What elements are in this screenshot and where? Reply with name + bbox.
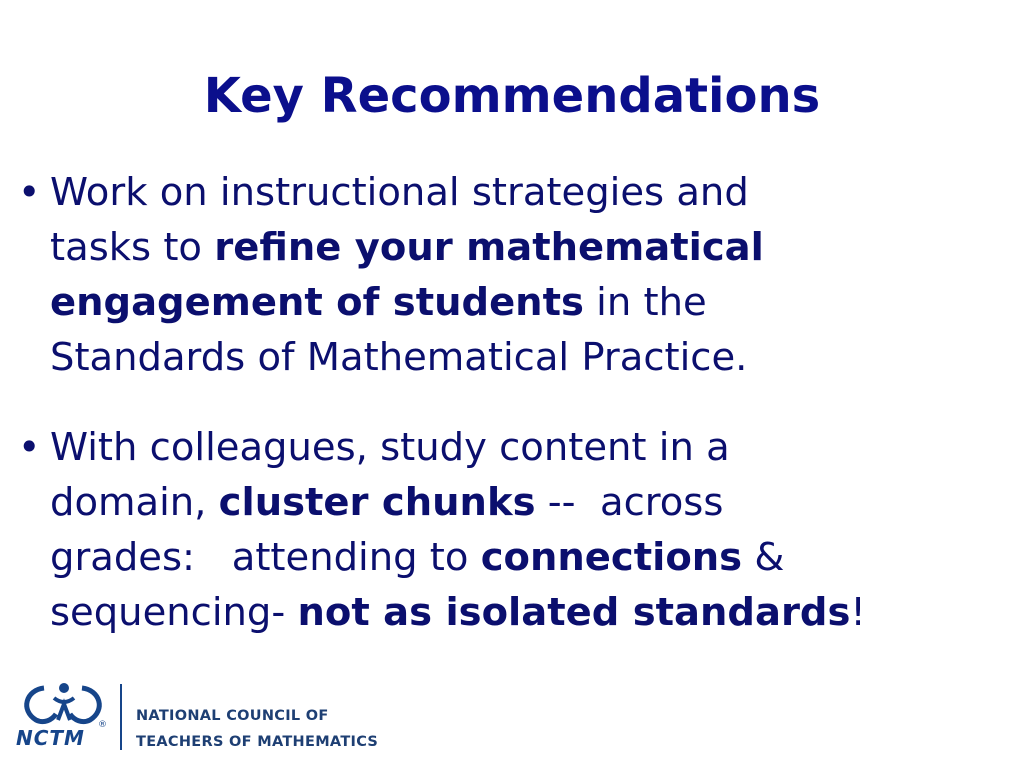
bullet-line xyxy=(50,475,1016,530)
bullet-item xyxy=(18,420,1018,650)
org-name-line-1: NATIONAL COUNCIL OF xyxy=(136,708,329,724)
body-text: ! xyxy=(850,590,866,635)
footer-logo xyxy=(14,680,394,754)
emphasis-text: connections xyxy=(480,535,743,580)
body-text: sequencing- xyxy=(50,590,298,635)
bullet-line xyxy=(50,165,1016,220)
bullet-text xyxy=(50,420,1016,640)
logo-divider xyxy=(120,684,122,750)
body-text: tasks to xyxy=(50,225,215,270)
bullet-icon: • xyxy=(18,170,41,214)
emphasis-text: refine your mathematical xyxy=(214,225,764,270)
body-text: -- across xyxy=(535,480,724,525)
bullet-line xyxy=(50,330,1016,385)
bullet-line xyxy=(50,420,1016,475)
body-text: With colleagues, study content in a xyxy=(50,425,730,470)
body-text: & xyxy=(742,535,785,580)
bullet-text xyxy=(50,165,1016,385)
bullet-line xyxy=(50,220,1016,275)
body-text: domain, xyxy=(50,480,219,525)
logo-wordmark: NCTM xyxy=(16,726,85,750)
body-text: Standards of Mathematical Practice. xyxy=(50,335,748,380)
slide-title: Key Recommendations xyxy=(203,68,821,124)
body-text: grades: attending to xyxy=(50,535,481,580)
bullet-line xyxy=(50,530,1016,585)
body-text: in the xyxy=(583,280,707,325)
org-name-line-2: TEACHERS OF MATHEMATICS xyxy=(136,734,379,750)
emphasis-text: engagement of students xyxy=(50,280,584,325)
emphasis-text: not as isolated standards xyxy=(297,590,851,635)
body-text: Work on instructional strategies and xyxy=(50,170,749,215)
bullet-item xyxy=(18,165,1018,395)
emphasis-text: cluster chunks xyxy=(218,480,536,525)
bullet-line xyxy=(50,275,1016,330)
bullet-icon: • xyxy=(18,425,41,469)
bullet-line xyxy=(50,585,1016,640)
registered-mark: ® xyxy=(98,720,107,730)
